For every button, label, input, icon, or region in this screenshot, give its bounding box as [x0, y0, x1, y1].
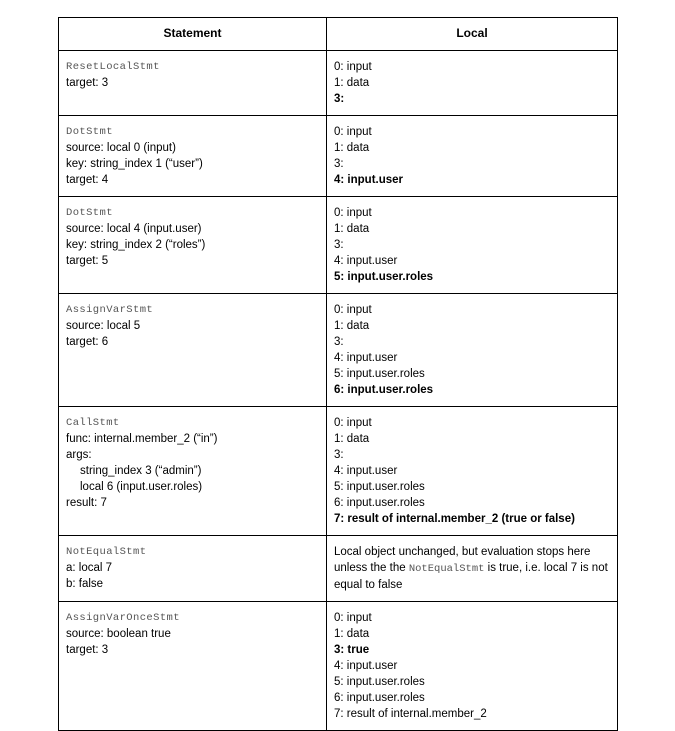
local-entry: 5: input.user.roles	[334, 481, 425, 493]
local-entry: 4: input.user	[334, 660, 398, 672]
table-row	[59, 602, 618, 731]
local-entry: 1: data	[334, 628, 370, 640]
statement-detail: source: local 0 (input)	[66, 142, 176, 154]
local-entry: 3:	[334, 336, 344, 348]
statement-name: CallStmt	[66, 417, 120, 429]
statement-detail: target: 6	[66, 336, 109, 348]
local-entry: 5: input.user.roles	[334, 676, 425, 688]
local-entry: 0: input	[334, 417, 372, 429]
local-entry: 0: input	[334, 612, 372, 624]
statement-name: DotStmt	[66, 126, 113, 138]
table-body	[59, 51, 618, 731]
header-row	[59, 18, 618, 51]
statement-detail: string_index 3 (“admin”)	[80, 465, 202, 477]
local-entry: 5: input.user.roles	[334, 368, 425, 380]
statement-detail: a: local 7	[66, 562, 113, 574]
local-entry: 3:	[334, 239, 344, 251]
statement-cell	[59, 407, 327, 536]
local-entry: 1: data	[334, 320, 370, 332]
statement-cell	[59, 602, 327, 731]
statement-cell	[59, 197, 327, 294]
statement-detail: args:	[66, 449, 92, 461]
statement-detail: func: internal.member_2 (“in”)	[66, 433, 218, 445]
local-column-header: Local	[327, 18, 618, 51]
statement-detail: target: 3	[66, 77, 109, 89]
table-row	[59, 116, 618, 197]
statement-name: ResetLocalStmt	[66, 61, 160, 73]
statement-name: DotStmt	[66, 207, 113, 219]
statement-cell	[59, 51, 327, 116]
local-entry: 4: input.user	[334, 174, 404, 186]
local-entry: 3:	[334, 158, 344, 170]
local-entry: 0: input	[334, 304, 372, 316]
statement-cell	[59, 294, 327, 407]
local-entry: 6: input.user.roles	[334, 692, 425, 704]
statement-detail: target: 4	[66, 174, 109, 186]
note-code: NotEqualStmt	[408, 563, 485, 575]
local-entry: 0: input	[334, 126, 372, 138]
statement-detail: target: 5	[66, 255, 109, 267]
local-cell	[327, 407, 618, 536]
local-entry: 4: input.user	[334, 255, 398, 267]
note-text: Local object unchanged, but evaluation stops here unless the the	[334, 546, 591, 574]
statement-detail: key: string_index 2 (“roles”)	[66, 239, 206, 251]
statement-detail: source: local 4 (input.user)	[66, 223, 202, 235]
statement-local-table	[58, 17, 618, 731]
table-row	[59, 536, 618, 602]
statement-detail: result: 7	[66, 497, 107, 509]
statement-name: NotEqualStmt	[66, 546, 147, 558]
local-cell	[327, 294, 618, 407]
statement-cell	[59, 116, 327, 197]
local-entry: 7: result of internal.member_2 (true or false)	[334, 513, 575, 525]
local-entry: 1: data	[334, 433, 370, 445]
local-entry: 3: true	[334, 644, 370, 656]
local-cell	[327, 116, 618, 197]
local-entry: 4: input.user	[334, 352, 398, 364]
local-entry: 6: input.user.roles	[334, 384, 434, 396]
local-entry: 1: data	[334, 223, 370, 235]
local-note	[334, 544, 611, 593]
statement-detail: local 6 (input.user.roles)	[80, 481, 203, 493]
local-entry: 5: input.user.roles	[334, 271, 434, 283]
local-entry: 0: input	[334, 207, 372, 219]
statement-detail: target: 3	[66, 644, 109, 656]
table-row	[59, 197, 618, 294]
local-cell	[327, 51, 618, 116]
note-text: is true, i.e. local 7 is not equal to false	[334, 562, 608, 591]
statement-column-header: Statement	[59, 18, 327, 51]
statement-name: AssignVarOnceStmt	[66, 612, 180, 624]
local-cell	[327, 197, 618, 294]
local-cell	[327, 602, 618, 731]
local-entry: 3:	[334, 93, 345, 105]
local-entry: 4: input.user	[334, 465, 398, 477]
statement-detail: source: boolean true	[66, 628, 171, 640]
local-cell	[327, 536, 618, 602]
local-entry: 1: data	[334, 77, 370, 89]
local-entry: 7: result of internal.member_2	[334, 708, 487, 720]
statement-detail: b: false	[66, 578, 104, 590]
local-entry: 0: input	[334, 61, 372, 73]
local-entry: 1: data	[334, 142, 370, 154]
statement-cell	[59, 536, 327, 602]
table-row	[59, 294, 618, 407]
statement-name: AssignVarStmt	[66, 304, 154, 316]
statement-detail: key: string_index 1 (“user”)	[66, 158, 203, 170]
statement-detail: source: local 5	[66, 320, 141, 332]
table-row	[59, 51, 618, 116]
local-entry: 6: input.user.roles	[334, 497, 425, 509]
table-row	[59, 407, 618, 536]
local-entry: 3:	[334, 449, 344, 461]
